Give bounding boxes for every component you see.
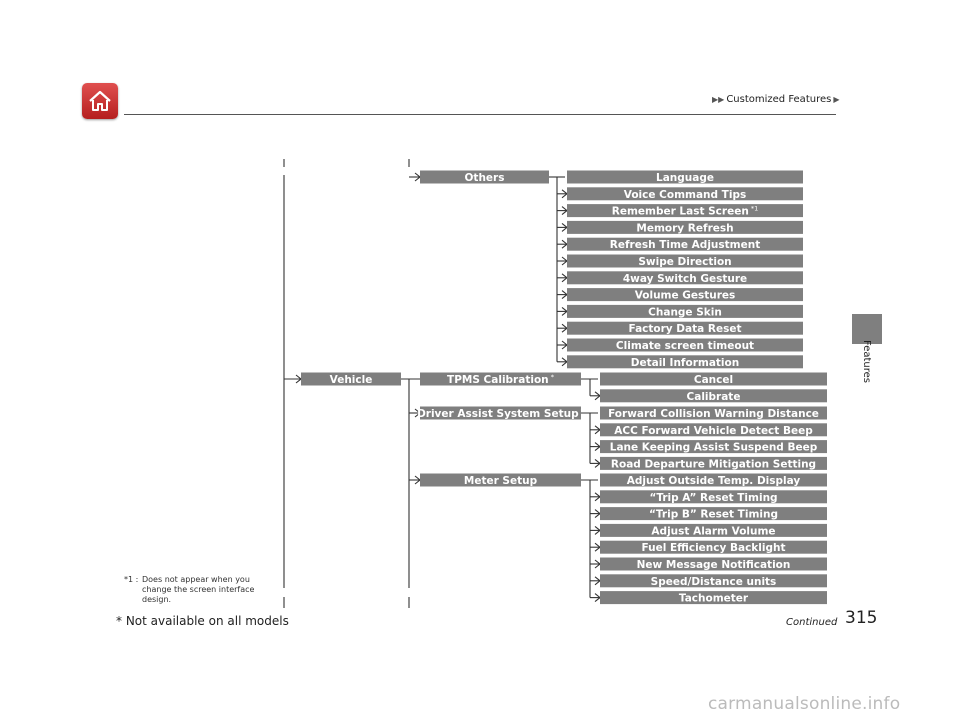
continued-label: Continued [786,617,838,628]
group-2-item-4-label: Fuel Efficiency Backlight [641,542,786,555]
group-1-item-1-label: ACC Forward Vehicle Detect Beep [614,424,813,437]
others-label: Others [464,172,505,184]
group-1-item-3-label: Road Departure Mitigation Setting [610,458,817,471]
others-item-5-label: Swipe Direction [638,256,732,268]
others-item-7-label: Volume Gestures [634,289,736,302]
group-1-item-2-label: Lane Keeping Assist Suspend Beep [609,441,818,454]
others-item-0-label: Language [656,172,714,184]
group-1-label: Driver Assist System Setup * [417,407,584,420]
group-2-item-1-label: “Trip A” Reset Timing [649,491,778,504]
group-0-label: TPMS Calibration * [447,373,554,386]
others-item-11-label: Detail Information [630,356,740,369]
page-number: 315 [845,608,878,628]
footnote [124,575,274,605]
others-item-9-label: Factory Data Reset [628,323,742,336]
breadcrumb-label: Customized Features [726,94,832,105]
watermark: carmanualsonline.info [708,694,901,714]
breadcrumb-arrow-icon: ▶ [833,95,840,104]
others-item-6-label: 4way Switch Gesture [622,272,748,285]
group-2-item-5-label: New Message Notification [636,559,791,571]
group-2-item-3-label: Adjust Alarm Volume [651,525,776,538]
group-2-item-2-label: “Trip B” Reset Timing [649,508,778,521]
availability-note: * Not available on all models [116,614,289,628]
others-item-1-label: Voice Command Tips [623,188,747,201]
footnote-ref: *1 : [124,575,139,584]
others-item-8-label: Change Skin [648,306,722,319]
others-item-2-label: Remember Last Screen $^{*1}$ [611,204,759,218]
others-item-10-label: Climate screen timeout [615,340,755,352]
group-0-item-0-label: Cancel [693,374,734,386]
footnote-text: Does not appear when you change the screen interface design. [142,575,255,604]
group-2-item-0-label: Adjust Outside Temp. Display [626,475,801,487]
group-2-item-7-label: Tachometer [678,592,749,605]
group-2-label: Meter Setup [463,475,538,487]
group-0-item-1-label: Calibrate [686,390,741,403]
others-item-3-label: Memory Refresh [636,222,734,235]
vehicle-label: Vehicle [329,374,373,386]
breadcrumb-arrow-icon: ▶▶ [712,95,725,104]
group-1-item-0-label: Forward Collision Warning Distance [608,408,819,420]
others-item-4-label: Refresh Time Adjustment [609,239,761,252]
group-2-item-6-label: Speed/Distance units [650,575,777,588]
section-label: Features [861,340,872,383]
